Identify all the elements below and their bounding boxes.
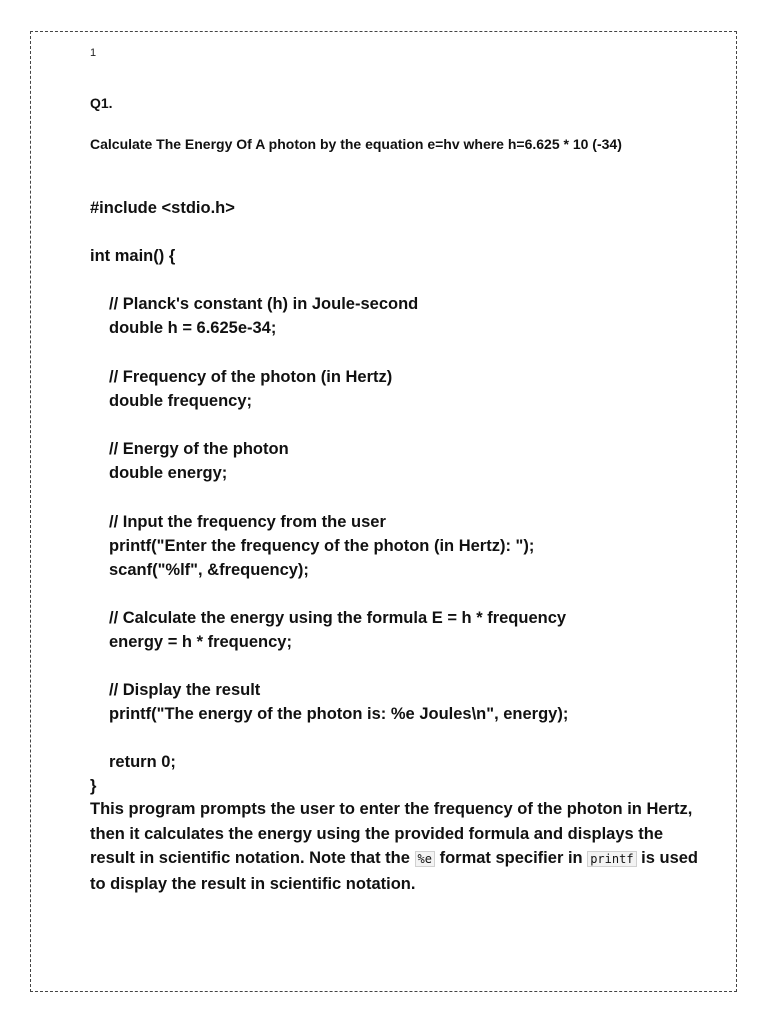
explanation-paragraph bbox=[90, 797, 710, 896]
inline-code-format: %e bbox=[415, 851, 435, 867]
code-scanf: scanf("%lf", &frequency); bbox=[109, 561, 309, 579]
question-text: Calculate The Energy Of A photon by the equation e=hv where h=6.625 * 10 (-34) bbox=[90, 136, 622, 152]
explanation-text-3: is used to display the result in scientific notation. bbox=[90, 849, 699, 893]
code-printf-result: printf("The energy of the photon is: %e Joules\n", energy); bbox=[109, 705, 569, 723]
explanation-text-2: format specifier in bbox=[434, 849, 588, 867]
code-main-close: } bbox=[90, 777, 97, 795]
code-decl-frequency: double frequency; bbox=[109, 392, 253, 410]
code-return: return 0; bbox=[109, 753, 176, 771]
code-comment-input: // Input the frequency from the user bbox=[109, 513, 386, 531]
page-number: 1 bbox=[90, 47, 97, 59]
code-printf-prompt: printf("Enter the frequency of the photon (in Hertz): "); bbox=[109, 537, 535, 555]
code-decl-energy: double energy; bbox=[109, 464, 228, 482]
code-decl-h: double h = 6.625e-34; bbox=[109, 319, 277, 337]
code-comment-calc: // Calculate the energy using the formula E = h * frequency bbox=[109, 609, 567, 627]
code-main-open: int main() { bbox=[90, 247, 176, 265]
code-comment-planck: // Planck's constant (h) in Joule-second bbox=[109, 295, 419, 313]
code-comment-frequency: // Frequency of the photon (in Hertz) bbox=[109, 368, 393, 386]
explanation-text-1: This program prompts the user to enter the frequency of the photon in Hertz, then it calculates the energy using the provided formula and displays the result in scientific notation. Note that the bbox=[90, 800, 693, 867]
code-comment-display: // Display the result bbox=[109, 681, 261, 699]
code-calc-line: energy = h * frequency; bbox=[109, 633, 292, 651]
code-comment-energy: // Energy of the photon bbox=[109, 440, 289, 458]
inline-code-printf: printf bbox=[587, 851, 636, 867]
question-id: Q1. bbox=[90, 95, 113, 111]
code-include: #include <stdio.h> bbox=[90, 199, 235, 217]
